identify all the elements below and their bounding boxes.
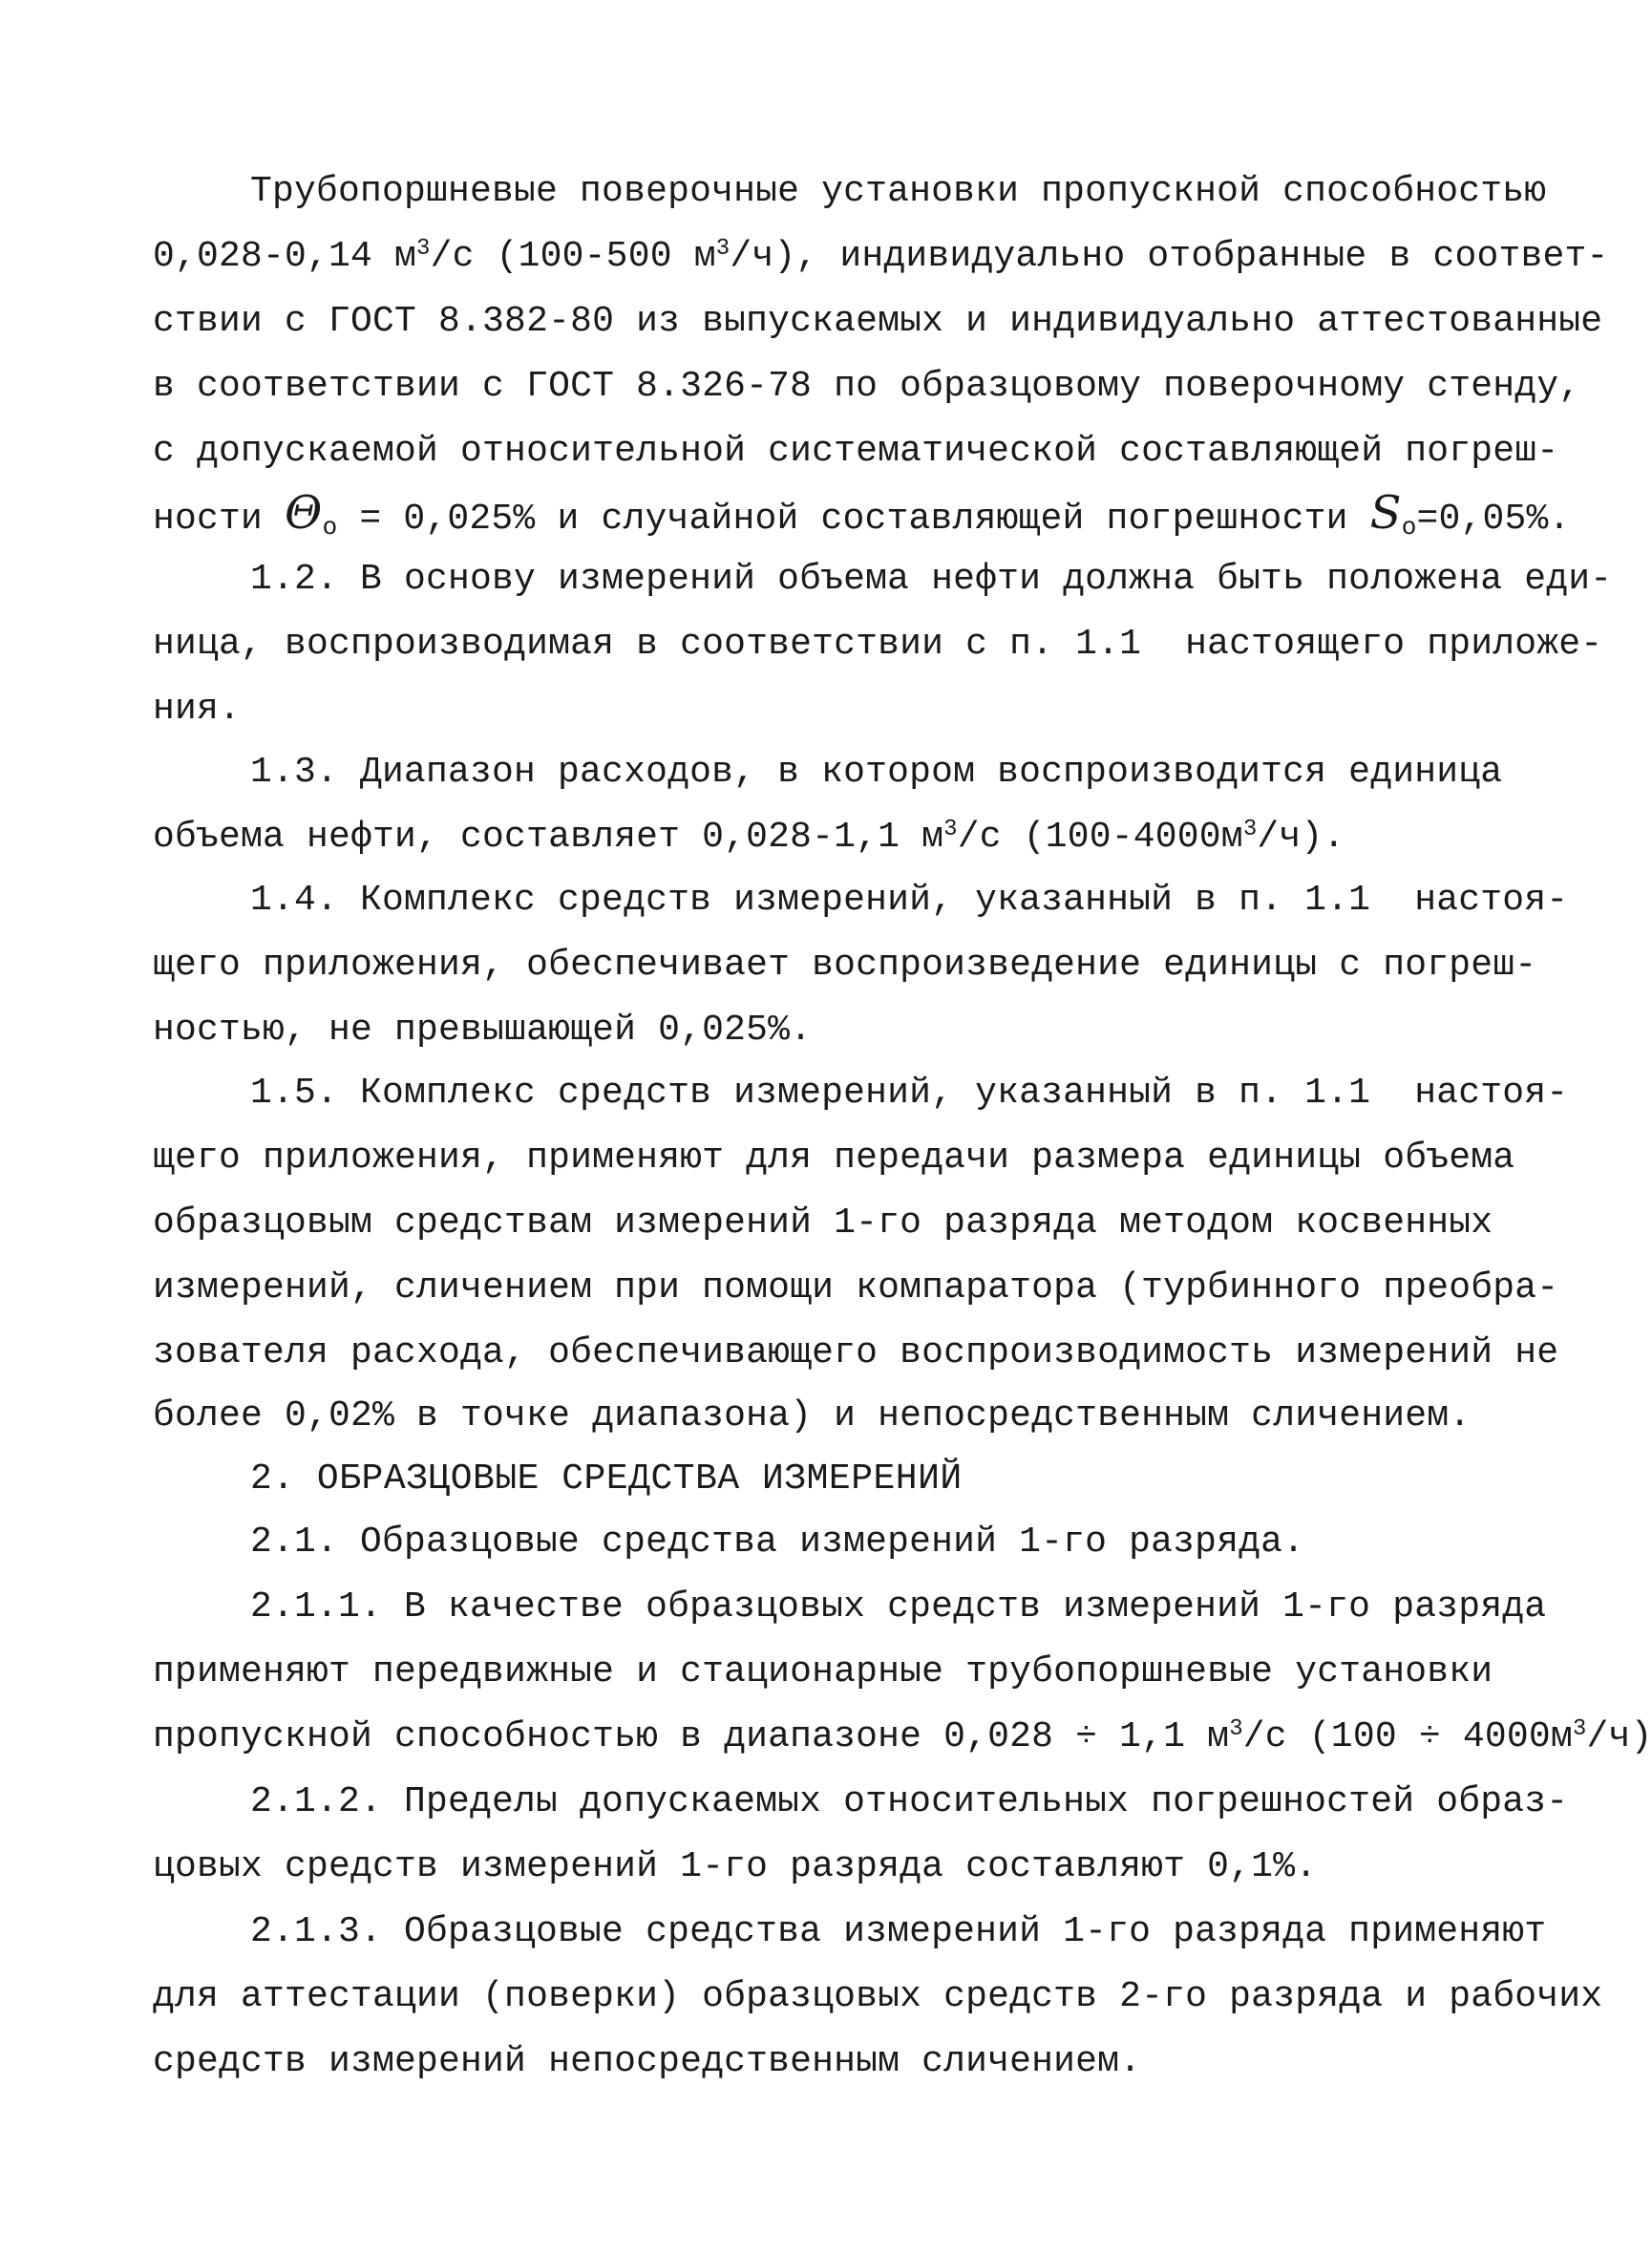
text-line: объема нефти, составляет 0,028-1,1 $м^3/с$ $(100-4000м^3/ч)$.	[153, 817, 1345, 858]
text-line: ностью, не превышающей 0,025%.	[153, 1010, 813, 1051]
text-line: 2.1. Образцовые средства измерений 1-го разряда.	[250, 1522, 1305, 1563]
text-line: для аттестации (поверки) образцовых средств 2-го разряда и рабочих	[153, 1976, 1603, 2017]
text-line: 2.1.1. В качестве образцовых средств измерений 1-го разряда	[250, 1586, 1547, 1628]
text-line: 1.4. Комплекс средств измерений, указанный в п. 1.1 настоя-	[250, 880, 1569, 921]
text-line: цовых средств измерений 1-го разряда составляют 0,1%.	[153, 1846, 1318, 1887]
text-line: 1.2. В основу измерений объема нефти должна быть положена еди-	[250, 559, 1613, 600]
text-line: измерений, сличением при помощи компаратора (турбинного преобра-	[153, 1267, 1559, 1309]
text-line: щего приложения, обеспечивает воспроизведение единицы с погреш-	[153, 945, 1537, 986]
text-line: более 0,02% в точке диапазона) и непосредственным сличением.	[153, 1395, 1472, 1437]
text-line: 2.1.2. Пределы допускаемых относительных погрешностей образ-	[250, 1781, 1569, 1822]
text-line: образцовым средствам измерений 1-го разряда методом косвенных	[153, 1202, 1493, 1244]
text-line: применяют передвижные и стационарные трубопоршневые установки	[153, 1651, 1493, 1692]
text-line: пропускной способностью в диапазоне 0,028 ÷ 1,1 $м^3/с$ $(100 \div 4000м^3/ч)$	[153, 1716, 1652, 1757]
text-line: ница, воспроизводимая в соответствии с п. 1.1 настоящего приложе-	[153, 624, 1603, 665]
text-line: 0,028-0,14 $м^3/с$ (100-500 $м^3/ч$), индивидуально отобранные в соответ-	[153, 236, 1609, 277]
text-line: ности $\Theta_о = 0,025\%$ и случайной составляющей погрешности $S_о=0,05\%$.	[153, 486, 1571, 542]
text-line: Трубопоршневые поверочные установки пропускной способностью	[250, 171, 1547, 212]
theta-symbol: Θ	[285, 486, 323, 540]
text-line: ствии с ГОСТ 8.382-80 из выпускаемых и индивидуально аттестованные	[153, 301, 1603, 342]
text-line: средств измерений непосредственным сличением.	[153, 2041, 1142, 2082]
text-line: 1.3. Диапазон расходов, в котором воспроизводится единица	[250, 752, 1503, 793]
text-line: 1.5. Комплекс средств измерений, указанный в п. 1.1 настоя-	[250, 1073, 1569, 1114]
text-line: щего приложения, применяют для передачи размера единицы объема	[153, 1138, 1515, 1179]
section-heading: 2. ОБРАЗЦОВЫЕ СРЕДСТВА ИЗМЕРЕНИЙ	[250, 1458, 963, 1500]
text-line: зователя расхода, обеспечивающего воспроизводимость измерений не	[153, 1332, 1559, 1373]
s-symbol: S	[1369, 486, 1402, 540]
text-line: с допускаемой относительной систематической составляющей погреш-	[153, 431, 1559, 472]
text-line: ния.	[153, 689, 242, 730]
text-line: 2.1.3. Образцовые средства измерений 1-го разряда применяют	[250, 1911, 1547, 1952]
text-line: в соответствии с ГОСТ 8.326-78 по образцовому поверочному стенду,	[153, 366, 1581, 407]
